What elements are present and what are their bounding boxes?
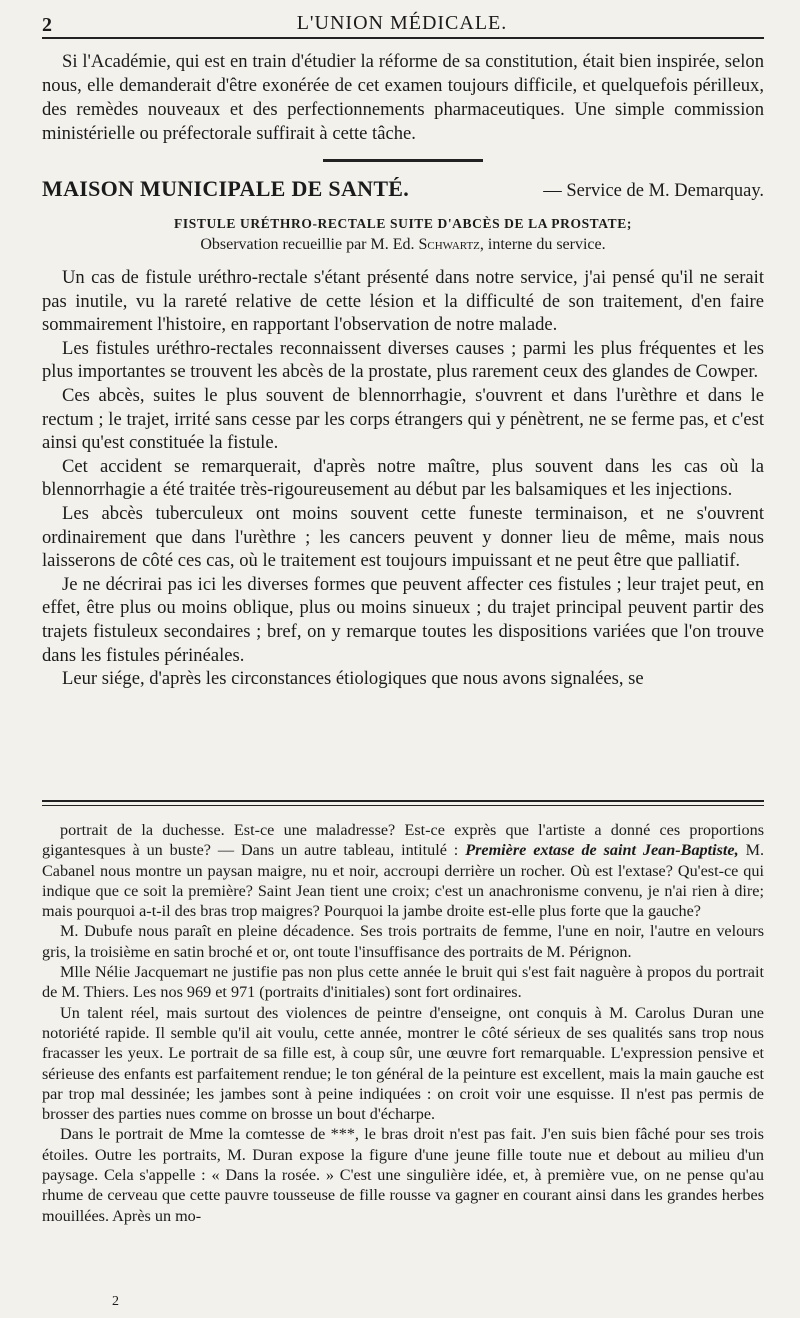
- running-title: L'UNION MÉDICALE.: [296, 12, 508, 34]
- feuilleton-paragraph: Mlle Nélie Jacquemart ne justifie pas non plus cette année le bruit qui s'est fait naguère à propos du portrait de M. Thiers. Les nos 969 et 971 (portraits d'initiales) sont fort ordinaires.: [42, 963, 764, 1002]
- section-title: MAISON MUNICIPALE DE SANTÉ.: [42, 176, 410, 201]
- section-heading: [42, 176, 764, 204]
- article-body: [42, 266, 764, 691]
- feuilleton-text: portrait de la duchesse. Est-ce une maladresse? Est-ce exprès que l'artiste a donné ces proportions gigantesques à un buste? — Dans un autre tableau, intitulé :: [42, 821, 764, 860]
- body-paragraph: Je ne décrirai pas ici les diverses formes que peuvent affecter ces fistules ; leur trajet peut, en effet, être plus ou moins oblique, plus ou moins sinueux ; du trajet principal peuvent partir des trajets fistuleux secondaires ; bref, on y remarque toutes les dispositions variées que l'on trouve dans les fistules périnéales.: [42, 573, 764, 666]
- body-paragraph: Les fistules uréthro-rectales reconnaissent diverses causes ; parmi les plus fréquentes et les plus importantes se trouvent les abcès de la prostate, plus rarement ceux des glandes de Cowper.: [42, 337, 764, 383]
- section-divider: [323, 159, 483, 162]
- intro-block: [42, 50, 764, 146]
- observation-credit: [42, 236, 764, 254]
- body-paragraph: Ces abcès, suites le plus souvent de blennorrhagie, s'ouvrent et dans l'urèthre et dans le rectum ; le trajet, irrité sans cesse par les corps étrangers qui y pénètrent, ne se ferme pas, et c'est ainsi qu'est constituée la fistule.: [42, 384, 764, 454]
- section-service: — Service de M. Demarquay.: [543, 181, 764, 201]
- main-article: [42, 50, 764, 691]
- feuilleton-divider: [42, 800, 764, 806]
- observation-name: Schwartz: [418, 236, 480, 253]
- signature-mark: 2: [112, 1294, 119, 1309]
- feuilleton-paragraph: [42, 820, 764, 921]
- feuilleton-column: [42, 820, 764, 1226]
- page-number: 2: [42, 14, 52, 36]
- body-paragraph: Un cas de fistule uréthro-rectale s'étant présenté dans notre service, j'ai pensé qu'il ne serait pas inutile, vu la rareté relative de cette lésion et la difficulté de son traitement, d'en faire sommairement l'histoire, en rapportant l'observation de notre malade.: [42, 267, 764, 336]
- page-header: [42, 6, 762, 36]
- artwork-title: Première extase de saint Jean-Baptiste,: [465, 841, 739, 860]
- feuilleton-paragraph: Un talent réel, mais surtout des violences de peintre d'enseigne, ont conquis à M. Carolus Duran une notoriété rapide. Il semble qu'il ait voulu, cette année, montrer le côté sérieux de ses qualités sans trop nous fracasser les yeux. Le portrait de sa fille est, à coup sûr, une œuvre fort remarquable. L'expression pensive et sérieuse des enfants est parfaitement rendue; le ton général de la peinture est excellent, mais la main gauche est par trop mal dessinée; les jambes sont à peine indiquées : on croit voir une esquisse. Il n'est pas permis de brosser des parties nues comme on brosse un bout d'écharpe.: [42, 1003, 764, 1124]
- observation-suffix: , interne du service.: [479, 236, 606, 253]
- intro-paragraph: Si l'Académie, qui est en train d'étudier la réforme de sa constitution, était bien inspirée, selon nous, elle demanderait d'être exonérée de cet examen toujours difficile, et quelquefois périlleux, des remèdes nouveaux et des perfectionnements pharmaceutiques. Une simple commission ministérielle ou préfectorale suffirait à cette tâche.: [42, 51, 764, 144]
- feuilleton-paragraph: Dans le portrait de Mme la comtesse de ***, le bras droit n'est pas fait. J'en suis bien fâché pour ses trois étoiles. Outre les portraits, M. Duran expose la figure d'une jeune fille toute nue et debout au milieu d'un paysage. Cela s'appelle : « Dans la rosée. » C'est une singulière idée, et, à première vue, on ne pense qu'au rhume de cerveau que cette pauvre tousseuse de fille rousse va gagner en courant ainsi dans les grandes herbes mouillées. Après un mo-: [42, 1125, 764, 1225]
- body-paragraph: Les abcès tuberculeux ont moins souvent cette funeste terminaison, et ne s'ouvrent ordinairement que dans l'urèthre ; les cancers peuvent y donner lieu de même, mais nous laisserons de côté ces cas, où le traitement est toujours impuissant et ne peut être que palliatif.: [42, 502, 764, 572]
- body-paragraph: Leur siége, d'après les circonstances étiologiques que nous avons signalées, se: [62, 668, 644, 690]
- header-rule: [42, 37, 764, 39]
- feuilleton-paragraph: M. Dubufe nous paraît en pleine décadence. Ses trois portraits de femme, l'une en noir, l'autre en velours gris, la troisième en satin broché et or, ont toute l'insuffisance des portraits de M. Pérignon.: [42, 922, 764, 961]
- body-paragraph: Cet accident se remarquerait, d'après notre maître, plus souvent dans les cas où la blennorrhagie a été traitée très-rigoureusement au début par les balsamiques et les injections.: [42, 455, 764, 501]
- feuilleton-text: M. Cabanel nous montre un paysan maigre, nu et noir, accroupi derrière un rocher. Où est l'extase? Qu'est-ce qui indique que ce soit la première? Saint Jean tient une croix; c'est un anachronisme convenu, je n'ai rien à dire; mais pourquoi a-t-il des bras trop maigres? Pourquoi la jambe droite est-elle plus forte que la gauche?: [42, 841, 765, 921]
- observation-prefix: Observation recueillie par M. Ed.: [200, 236, 415, 253]
- case-title: FISTULE URÉTHRO-RECTALE SUITE D'ABCÈS DE LA PROSTATE;: [174, 216, 632, 231]
